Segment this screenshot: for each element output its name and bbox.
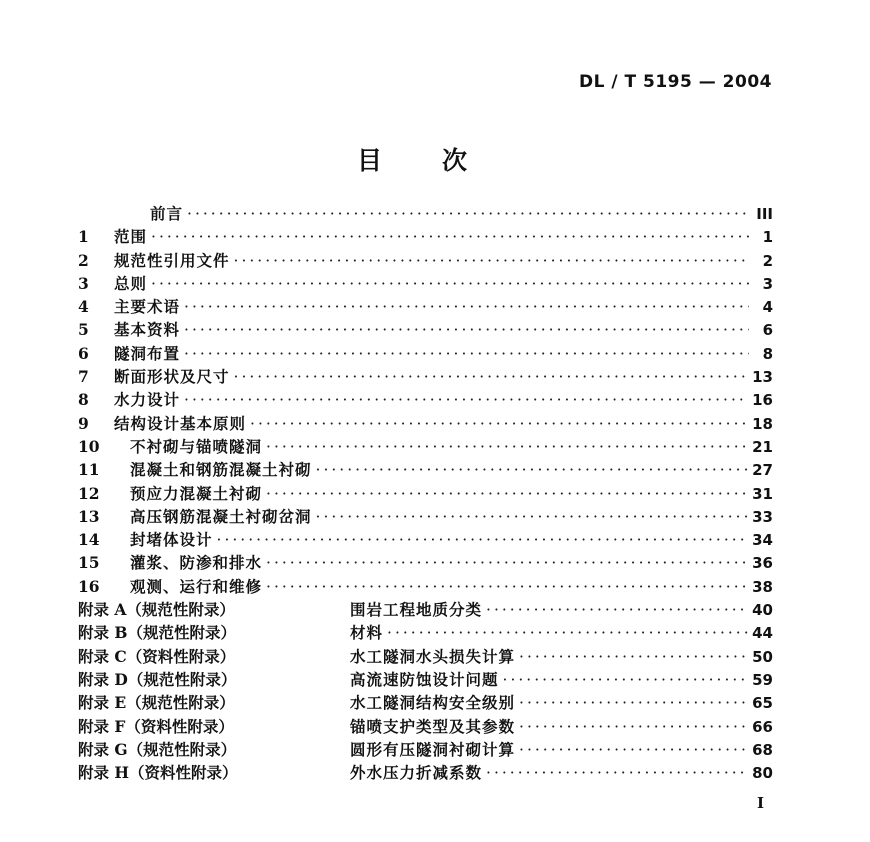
toc-leader-dots xyxy=(184,345,749,363)
toc-entry[interactable] xyxy=(78,202,773,225)
toc-entry-page: 66 xyxy=(752,717,773,736)
toc-entry-number: 5 xyxy=(78,320,89,340)
toc-leader-dots xyxy=(387,624,748,642)
toc-entry-page: 8 xyxy=(762,344,773,363)
toc-entry-number: 13 xyxy=(78,506,100,526)
toc-entry-title: 封堵体设计 xyxy=(130,530,213,550)
toc-leader-dots xyxy=(234,252,749,270)
toc-entry-page: 34 xyxy=(752,531,773,550)
toc-entry-page: 16 xyxy=(752,391,773,410)
toc-entry-number: 3 xyxy=(78,273,89,293)
toc-entry-page: 18 xyxy=(752,414,773,433)
toc-leader-dots xyxy=(486,601,748,619)
toc-leader-dots xyxy=(486,764,748,782)
toc-entry-page: 80 xyxy=(752,764,773,783)
toc-entry[interactable] xyxy=(78,621,773,644)
toc-leader-dots xyxy=(151,275,749,293)
toc-entry[interactable] xyxy=(78,365,773,388)
toc-entry-title: 高流速防蚀设计问题 xyxy=(350,669,499,689)
toc-entry-number: 11 xyxy=(78,460,100,480)
toc-entry-number: 12 xyxy=(78,483,100,503)
toc-entry-title: 锚喷支护类型及其参数 xyxy=(350,716,516,736)
toc-entry-number: 1 xyxy=(78,227,89,247)
toc-leader-dots xyxy=(187,205,749,223)
toc-entry-page: 27 xyxy=(752,461,773,480)
toc-entry-title: 预应力混凝土衬砌 xyxy=(130,483,263,503)
toc-entry-page: 1 xyxy=(762,228,773,247)
toc-entry[interactable] xyxy=(78,598,773,621)
toc-entry-number: 8 xyxy=(78,390,89,410)
toc-entry-appendix-label: 附录 C（资料性附录） xyxy=(78,646,236,666)
toc-entry-appendix-label: 附录 A（规范性附录） xyxy=(78,600,235,620)
toc-entry-title: 总则 xyxy=(114,273,148,293)
toc-entry[interactable] xyxy=(78,645,773,668)
toc-leader-dots xyxy=(519,648,748,666)
toc-entry-appendix-label: 附录 F（资料性附录） xyxy=(78,716,234,736)
toc-entry-appendix-label: 附录 G（规范性附录） xyxy=(78,739,237,759)
toc-entry-title: 范围 xyxy=(114,227,148,247)
toc-entry[interactable] xyxy=(78,505,773,528)
toc-entry-page: 38 xyxy=(752,577,773,596)
toc-entry-title: 围岩工程地质分类 xyxy=(350,600,483,620)
toc-leader-dots xyxy=(184,321,749,339)
toc-entry[interactable] xyxy=(78,482,773,505)
toc-entry-title: 前言 xyxy=(150,204,184,223)
toc-entry-number: 15 xyxy=(78,553,100,573)
toc-entry[interactable] xyxy=(78,738,773,761)
toc-leader-dots xyxy=(316,508,749,526)
page-title: 目次 xyxy=(357,146,528,175)
toc-entry-number: 9 xyxy=(78,413,89,433)
toc-entry-title: 灌浆、防渗和排水 xyxy=(130,553,263,573)
toc-entry-number: 7 xyxy=(78,367,89,387)
toc-entry[interactable] xyxy=(78,458,773,481)
toc-entry-page: 31 xyxy=(752,484,773,503)
toc-entry[interactable] xyxy=(78,342,773,365)
toc-entry[interactable] xyxy=(78,715,773,738)
toc-leader-dots xyxy=(266,578,748,596)
toc-leader-dots xyxy=(266,554,748,572)
toc-entry[interactable] xyxy=(78,551,773,574)
toc-entry-title: 水力设计 xyxy=(114,390,181,410)
toc-leader-dots xyxy=(234,368,749,386)
page-number: I xyxy=(757,794,765,812)
toc-entry-appendix-label: 附录 E（规范性附录） xyxy=(78,693,235,713)
toc-entry-page: 6 xyxy=(762,321,773,340)
toc-entry[interactable] xyxy=(78,575,773,598)
toc-entry-title: 规范性引用文件 xyxy=(114,250,230,270)
toc-entry-page: 50 xyxy=(752,647,773,666)
toc-entry-page: 68 xyxy=(752,740,773,759)
toc-leader-dots xyxy=(151,228,749,246)
toc-leader-dots xyxy=(316,461,749,479)
toc-entry-page: 33 xyxy=(752,507,773,526)
toc-leader-dots xyxy=(266,485,748,503)
toc-leader-dots xyxy=(503,671,749,689)
toc-entry-number: 6 xyxy=(78,343,89,363)
toc-entry-page: 4 xyxy=(762,298,773,317)
toc-entry[interactable] xyxy=(78,388,773,411)
toc-entry[interactable] xyxy=(78,272,773,295)
toc-entry[interactable] xyxy=(78,528,773,551)
toc-entry-appendix-label: 附录 D（规范性附录） xyxy=(78,669,237,689)
toc-entry-title: 外水压力折减系数 xyxy=(350,763,483,783)
toc-entry-title: 混凝土和钢筋混凝土衬砌 xyxy=(130,460,312,480)
toc-leader-dots xyxy=(519,741,748,759)
toc-entry-page: 13 xyxy=(752,368,773,387)
toc-entry-number: 16 xyxy=(78,576,100,596)
toc-entry-page: 59 xyxy=(752,670,773,689)
toc-entry-title: 水工隧洞结构安全级别 xyxy=(350,693,516,713)
toc-entry[interactable] xyxy=(78,249,773,272)
toc-entry[interactable] xyxy=(78,412,773,435)
toc-entry-title: 高压钢筋混凝土衬砌岔洞 xyxy=(130,506,312,526)
toc-entry-title: 主要术语 xyxy=(114,297,181,317)
toc-entry[interactable] xyxy=(78,318,773,341)
toc-leader-dots xyxy=(184,298,749,316)
table-of-contents xyxy=(78,202,773,784)
toc-entry[interactable] xyxy=(78,435,773,458)
toc-entry-title: 结构设计基本原则 xyxy=(114,413,247,433)
toc-entry-page: 44 xyxy=(752,624,773,643)
toc-leader-dots xyxy=(266,438,748,456)
toc-entry-number: 10 xyxy=(78,436,100,456)
toc-entry-page: 21 xyxy=(752,437,773,456)
toc-entry-title: 水工隧洞水头损失计算 xyxy=(350,646,516,666)
toc-entry-title: 观测、运行和维修 xyxy=(130,576,263,596)
toc-leader-dots xyxy=(519,718,748,736)
toc-entry[interactable] xyxy=(78,295,773,318)
toc-entry-page: 65 xyxy=(752,694,773,713)
toc-entry-title: 不衬砌与锚喷隧洞 xyxy=(130,436,263,456)
toc-entry-title: 基本资料 xyxy=(114,320,181,340)
toc-entry-title: 隧洞布置 xyxy=(114,343,181,363)
standard-code: DL / T 5195 — 2004 xyxy=(579,72,772,92)
toc-entry-page: 36 xyxy=(752,554,773,573)
toc-entry-number: 4 xyxy=(78,297,89,317)
toc-entry[interactable] xyxy=(78,225,773,248)
toc-entry-page: III xyxy=(756,205,773,223)
toc-leader-dots xyxy=(217,531,749,549)
toc-entry-title: 断面形状及尺寸 xyxy=(114,367,230,387)
toc-entry-appendix-label: 附录 H（资料性附录） xyxy=(78,763,238,783)
toc-entry-title: 材料 xyxy=(350,623,384,643)
toc-entry-title: 圆形有压隧洞衬砌计算 xyxy=(350,739,516,759)
toc-entry-appendix-label: 附录 B（规范性附录） xyxy=(78,623,236,643)
toc-entry[interactable] xyxy=(78,761,773,784)
toc-leader-dots xyxy=(250,415,748,433)
toc-entry[interactable] xyxy=(78,691,773,714)
toc-entry-page: 40 xyxy=(752,601,773,620)
toc-leader-dots xyxy=(184,391,748,409)
toc-entry-number: 14 xyxy=(78,530,100,550)
toc-entry-number: 2 xyxy=(78,250,89,270)
toc-leader-dots xyxy=(519,694,748,712)
toc-entry-page: 3 xyxy=(762,274,773,293)
toc-entry[interactable] xyxy=(78,668,773,691)
toc-entry-page: 2 xyxy=(762,251,773,270)
